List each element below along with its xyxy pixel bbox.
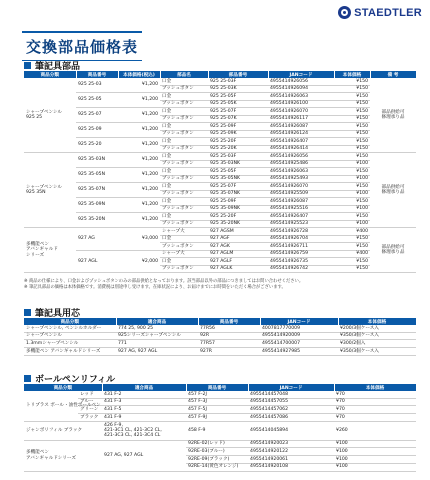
part-price-cell: ¥150: [334, 85, 370, 93]
staedtler-logo-icon: [338, 6, 351, 19]
part-code-cell: 927 AGLK: [208, 265, 268, 273]
section-title: ボールペンリフィル: [35, 374, 116, 384]
part-name-cell: プッシュボタン: [160, 243, 208, 251]
fit-cell: 774 25, 900 25: [116, 325, 198, 332]
note-1: ※ 商品の仕様により、口金およびプッシュボタンのみの部品供給となっております。該当部品以外の部品につきましてはお問い合わせください。: [24, 279, 304, 284]
jan-cell: 4955414457062: [248, 406, 334, 414]
code-cell: 92RE-02(レッド): [186, 440, 248, 448]
category-cell: シャープペンシル, ペンシルホルダー: [24, 325, 116, 332]
section-marker-icon: [24, 62, 31, 69]
table-row: [24, 153, 416, 161]
jan-cell: 4955414045894: [248, 421, 334, 440]
part-name-cell: 口金: [160, 183, 208, 191]
part-code-cell: 927 AGLM: [208, 250, 268, 258]
jan-cell: 4955414920009: [260, 332, 338, 340]
table-row: [24, 414, 416, 422]
jan-cell: 4955414926407: [268, 138, 334, 146]
jan-cell: 4955414925523: [268, 220, 334, 228]
part-code-cell: 927 AGLF: [208, 258, 268, 266]
model-cell: 927 AGL: [76, 250, 118, 273]
page-title-box: [22, 31, 142, 61]
jan-cell: 4955414926407: [268, 213, 334, 221]
part-price-cell: ¥100: [334, 220, 370, 228]
part-name-cell: プッシュボタン: [160, 220, 208, 228]
part-price-cell: ¥100: [334, 205, 370, 213]
jan-cell: 4955414926124: [268, 130, 334, 138]
part-price-cell: ¥150: [334, 258, 370, 266]
jan-cell: 4955414926056: [268, 153, 334, 161]
column-header: 商品分類: [24, 318, 116, 325]
model-price-cell: ¥3,000: [118, 228, 160, 251]
column-header: JANコード: [260, 318, 338, 325]
part-code-cell: 925 25-05F: [208, 168, 268, 176]
model-cell: 925 25-03: [76, 78, 118, 93]
jan-cell: 4955414457086: [248, 414, 334, 422]
jan-cell: 4955414926070: [268, 183, 334, 191]
part-price-cell: ¥100: [334, 190, 370, 198]
jan-cell: 4955414926711: [268, 243, 334, 251]
part-code-cell: 925 35-07NK: [208, 190, 268, 198]
jan-cell: 4955414926704: [268, 235, 334, 243]
part-price-cell: ¥150: [334, 243, 370, 251]
part-code-cell: 925 25-20F: [208, 138, 268, 146]
jan-cell: 4955414927985: [260, 348, 338, 356]
section-marker-icon: [24, 375, 31, 382]
jan-cell: 4955414926742: [268, 265, 334, 273]
jan-cell: 4955414920122: [248, 448, 334, 456]
part-price-cell: ¥150: [334, 123, 370, 131]
model-price-cell: ¥1,200: [118, 123, 160, 138]
jan-cell: 4955414926414: [268, 145, 334, 153]
part-price-cell: ¥150: [334, 93, 370, 101]
model-cell: 925 25-07: [76, 108, 118, 123]
price-cell: ¥300/2個入: [338, 340, 416, 348]
price-cell: ¥70: [334, 391, 416, 398]
category-cell: 多機能ペン アバンギャルド シリーズ: [24, 228, 76, 273]
model-cell: 925 25-05: [76, 93, 118, 108]
part-price-cell: ¥150: [334, 213, 370, 221]
part-price-cell: ¥150: [334, 78, 370, 85]
remark-cell: 部品供給可 修理承り品: [370, 153, 416, 228]
model-cell: 925 25-20: [76, 138, 118, 153]
model-cell: 927 AG: [76, 228, 118, 251]
part-code-cell: 925 35-09NK: [208, 205, 268, 213]
table-row: [24, 421, 416, 440]
model-price-cell: ¥1,200: [118, 183, 160, 198]
table-row: [24, 348, 416, 356]
refill-table: [24, 384, 417, 472]
column-header: 部品番号: [208, 71, 268, 78]
part-name-cell: 口金: [160, 78, 208, 85]
part-price-cell: ¥150: [334, 235, 370, 243]
jan-cell: 4007817770009: [260, 325, 338, 332]
model-cell: 925 35-07N: [76, 183, 118, 198]
part-price-cell: ¥150: [334, 100, 370, 108]
table-row: [24, 332, 416, 340]
part-price-cell: ¥100: [334, 160, 370, 168]
part-code-cell: 925 25-09F: [208, 123, 268, 131]
part-name-cell: 口金: [160, 93, 208, 101]
price-cell: ¥100: [334, 440, 416, 448]
section-marker-icon: [24, 309, 31, 316]
column-header: JANコード: [248, 384, 334, 391]
part-name-cell: プッシュボタン: [160, 145, 208, 153]
section-title: 筆記具用芯: [35, 308, 81, 318]
part-code-cell: 925 35-20NK: [208, 220, 268, 228]
color-cell: ブルー: [78, 398, 102, 406]
notes: [24, 279, 303, 291]
table-row: [24, 440, 416, 448]
part-name-cell: シャープ大: [160, 228, 208, 236]
category-cell: 1.3mmシャープペンシル: [24, 340, 116, 348]
jan-cell: 4955414926063: [268, 168, 334, 176]
category-cell: 多機能ペン アバンギャルドシリーズ: [24, 348, 116, 356]
fit-cell: 771: [116, 340, 198, 348]
code-cell: 927R: [198, 348, 260, 356]
column-header: 備 考: [370, 71, 416, 78]
table-row: [24, 198, 416, 206]
code-cell: 457 F-5J: [186, 406, 248, 414]
jan-cell: 4955414925493: [268, 175, 334, 183]
code-cell: 77R56: [198, 325, 260, 332]
part-code-cell: 925 25-07F: [208, 183, 268, 191]
category-cell: シャープペンシル 925 35N: [24, 153, 76, 228]
part-price-cell: ¥150: [334, 130, 370, 138]
jan-cell: 4955414457055: [248, 398, 334, 406]
leads-table: [24, 318, 417, 356]
jan-cell: 4955414925516: [268, 205, 334, 213]
category-cell: 多機能ペン アバンギャルドシリーズ: [24, 440, 102, 471]
part-name-cell: 口金: [160, 108, 208, 116]
table-header-row: [24, 384, 416, 391]
table-row: [24, 168, 416, 176]
model-price-cell: ¥1,200: [118, 168, 160, 183]
part-code-cell: 925 25-03F: [208, 78, 268, 85]
model-cell: 925 25-09: [76, 123, 118, 138]
jan-cell: 4955414920023: [248, 440, 334, 448]
part-name-cell: 口金: [160, 138, 208, 146]
jan-cell: 4955414926070: [268, 108, 334, 116]
jan-cell: 4955414925486: [268, 160, 334, 168]
jan-cell: 4955414926094: [268, 85, 334, 93]
part-price-cell: ¥400: [334, 250, 370, 258]
model-price-cell: ¥2,000: [118, 250, 160, 273]
part-code-cell: 925 25-09K: [208, 130, 268, 138]
part-name-cell: 口金: [160, 235, 208, 243]
part-name-cell: シャープ大: [160, 250, 208, 258]
model-cell: 925 35-09N: [76, 198, 118, 213]
brand-logo: [338, 6, 422, 19]
category-cell: トリプラス ボール・油性ボールペン: [24, 391, 78, 421]
code-cell: 457 F-3J: [186, 398, 248, 406]
part-price-cell: ¥100: [334, 175, 370, 183]
table-row: [24, 213, 416, 221]
fit-cell: 431 F-9: [102, 414, 186, 422]
table-row: [24, 340, 416, 348]
model-cell: 925 35-03N: [76, 153, 118, 168]
column-header: 商品分類: [24, 71, 76, 78]
remark-cell: 部品供給可 修理承り品: [370, 78, 416, 153]
table-row: [24, 250, 416, 258]
column-header: 本体価格: [334, 384, 416, 391]
part-price-cell: ¥150: [334, 153, 370, 161]
model-cell: 925 35-05N: [76, 168, 118, 183]
table-row: [24, 391, 416, 398]
jan-cell: 4955414926087: [268, 123, 334, 131]
part-code-cell: 925 25-07K: [208, 115, 268, 123]
part-name-cell: 口金: [160, 198, 208, 206]
part-code-cell: 925 25-03F: [208, 153, 268, 161]
part-name-cell: プッシュボタン: [160, 205, 208, 213]
jan-cell: 4955414920061: [248, 456, 334, 464]
part-code-cell: 925 35-03NK: [208, 160, 268, 168]
page-title: 交換部品価格表: [26, 39, 139, 56]
part-name-cell: プッシュボタン: [160, 175, 208, 183]
jan-cell: 4955414700007: [260, 340, 338, 348]
code-cell: 458 F-9: [186, 421, 248, 440]
column-header: 商品番号: [76, 71, 118, 78]
jan-cell: 4955414926117: [268, 115, 334, 123]
price-cell: ¥70: [334, 398, 416, 406]
table-row: [24, 123, 416, 131]
fit-cell: 927 AG, 927 AGL: [116, 348, 198, 356]
code-cell: 92RE-03(ブルー): [186, 448, 248, 456]
code-cell: 457 F-9J: [186, 414, 248, 422]
table-row: [24, 108, 416, 116]
table-row: [24, 93, 416, 101]
price-cell: ¥100: [334, 463, 416, 471]
part-name-cell: プッシュボタン: [160, 100, 208, 108]
jan-cell: 4955414926056: [268, 78, 334, 85]
color-cell: グリーン: [78, 406, 102, 414]
code-cell: 92RE-09(ブラック): [186, 456, 248, 464]
part-code-cell: 925 35-05NK: [208, 175, 268, 183]
section-title: 筆記具部品: [35, 61, 81, 71]
remark-cell: 部品供給可 修理承り品: [370, 228, 416, 273]
model-price-cell: ¥1,200: [118, 78, 160, 93]
part-name-cell: プッシュボタン: [160, 85, 208, 93]
column-header: 適合商品: [102, 384, 186, 391]
column-header: 部品名: [160, 71, 208, 78]
jan-cell: 4955414926100: [268, 100, 334, 108]
table-row: [24, 406, 416, 414]
code-cell: 92R: [198, 332, 260, 340]
part-name-cell: プッシュボタン: [160, 130, 208, 138]
table-row: [24, 183, 416, 191]
brand-name: STAEDTLER: [354, 6, 422, 19]
jan-cell: 4955414457048: [248, 391, 334, 398]
part-price-cell: ¥150: [334, 168, 370, 176]
fit-cell: 426 F-9, 421-3C1 CL, 421-3C2 CL, 421-3C3 CL, 421-3C4 CL: [102, 421, 186, 440]
part-code-cell: 927 AGF: [208, 235, 268, 243]
part-name-cell: プッシュボタン: [160, 190, 208, 198]
column-header: JANコード: [268, 71, 334, 78]
column-header: 本体価格: [338, 318, 416, 325]
price-cell: ¥260: [334, 421, 416, 440]
part-code-cell: 927 AGSM: [208, 228, 268, 236]
part-code-cell: 925 25-09F: [208, 198, 268, 206]
model-price-cell: ¥1,200: [118, 108, 160, 123]
model-price-cell: ¥1,200: [118, 213, 160, 228]
part-code-cell: 925 25-20F: [208, 213, 268, 221]
part-price-cell: ¥150: [334, 145, 370, 153]
model-cell: 925 35-20N: [76, 213, 118, 228]
part-name-cell: 口金: [160, 123, 208, 131]
column-header: 商品番号: [198, 318, 260, 325]
price-cell: ¥350/3個ケース入: [338, 348, 416, 356]
part-name-cell: 口金: [160, 153, 208, 161]
jan-cell: 4955414926087: [268, 198, 334, 206]
column-header: 本体価格: [334, 71, 370, 78]
column-header: 本体価格(税込): [118, 71, 160, 78]
model-price-cell: ¥1,200: [118, 198, 160, 213]
jan-cell: 4955414926735: [268, 258, 334, 266]
column-header: 商品番号: [186, 384, 248, 391]
fit-cell: 431 F-5: [102, 406, 186, 414]
model-price-cell: ¥1,200: [118, 93, 160, 108]
table-header-row: [24, 318, 416, 325]
price-cell: ¥70: [334, 414, 416, 422]
fit-cell: 925シリーズシャープペンシル: [116, 332, 198, 340]
part-code-cell: 925 25-03K: [208, 85, 268, 93]
part-price-cell: ¥400: [334, 228, 370, 236]
table-row: [24, 78, 416, 85]
jan-cell: 4955414926728: [268, 228, 334, 236]
writing-parts-table: [24, 71, 417, 273]
price-cell: ¥70: [334, 406, 416, 414]
part-price-cell: ¥150: [334, 108, 370, 116]
column-header: 適合商品: [116, 318, 198, 325]
code-cell: 457 F-2J: [186, 391, 248, 398]
price-cell: ¥200/3個ケース入: [338, 325, 416, 332]
fit-cell: 431 F-2: [102, 391, 186, 398]
part-name-cell: プッシュボタン: [160, 265, 208, 273]
jan-cell: 4955414925509: [268, 190, 334, 198]
color-cell: ブラック: [78, 414, 102, 422]
jan-cell: 4955414926063: [268, 93, 334, 101]
table-row: [24, 398, 416, 406]
part-name-cell: 口金: [160, 213, 208, 221]
fit-cell: 431 F-3: [102, 398, 186, 406]
note-2: ※ 筆記具部品の価格は本体価格です。消費税は別途申し受けます。在庫状況により、お届けまでにお時間をいただく場合がございます。: [24, 285, 286, 290]
part-code-cell: 925 25-07F: [208, 108, 268, 116]
part-price-cell: ¥150: [334, 115, 370, 123]
part-code-cell: 925 25-05K: [208, 100, 268, 108]
price-cell: ¥100: [334, 456, 416, 464]
part-name-cell: 口金: [160, 258, 208, 266]
jan-cell: 4955414920108: [248, 463, 334, 471]
table-row: [24, 228, 416, 236]
part-name-cell: プッシュボタン: [160, 160, 208, 168]
part-code-cell: 925 25-05F: [208, 93, 268, 101]
part-name-cell: プッシュボタン: [160, 115, 208, 123]
table-row: [24, 325, 416, 332]
table-row: [24, 138, 416, 146]
part-code-cell: 927 AGK: [208, 243, 268, 251]
category-cell: ジャンボリフィル ブラック: [24, 421, 102, 440]
model-price-cell: ¥1,200: [118, 138, 160, 153]
model-price-cell: ¥1,200: [118, 153, 160, 168]
code-cell: 77R57: [198, 340, 260, 348]
category-cell: シャープペンシル: [24, 332, 116, 340]
part-price-cell: ¥150: [334, 183, 370, 191]
price-cell: ¥350/3個ケース入: [338, 332, 416, 340]
part-price-cell: ¥150: [334, 198, 370, 206]
category-cell: シャープペンシル 925 25: [24, 78, 76, 153]
price-cell: ¥100: [334, 448, 416, 456]
part-price-cell: ¥150: [334, 138, 370, 146]
part-code-cell: 925 25-20K: [208, 145, 268, 153]
jan-cell: 4955414926759: [268, 250, 334, 258]
code-cell: 92RE-14(黄色オレンジ): [186, 463, 248, 471]
fit-cell: 927 AG, 927 AGL: [102, 440, 186, 471]
color-cell: レッド: [78, 391, 102, 398]
table-header-row: [24, 71, 416, 78]
part-name-cell: 口金: [160, 168, 208, 176]
column-header: 商品分類: [24, 384, 102, 391]
part-price-cell: ¥150: [334, 265, 370, 273]
